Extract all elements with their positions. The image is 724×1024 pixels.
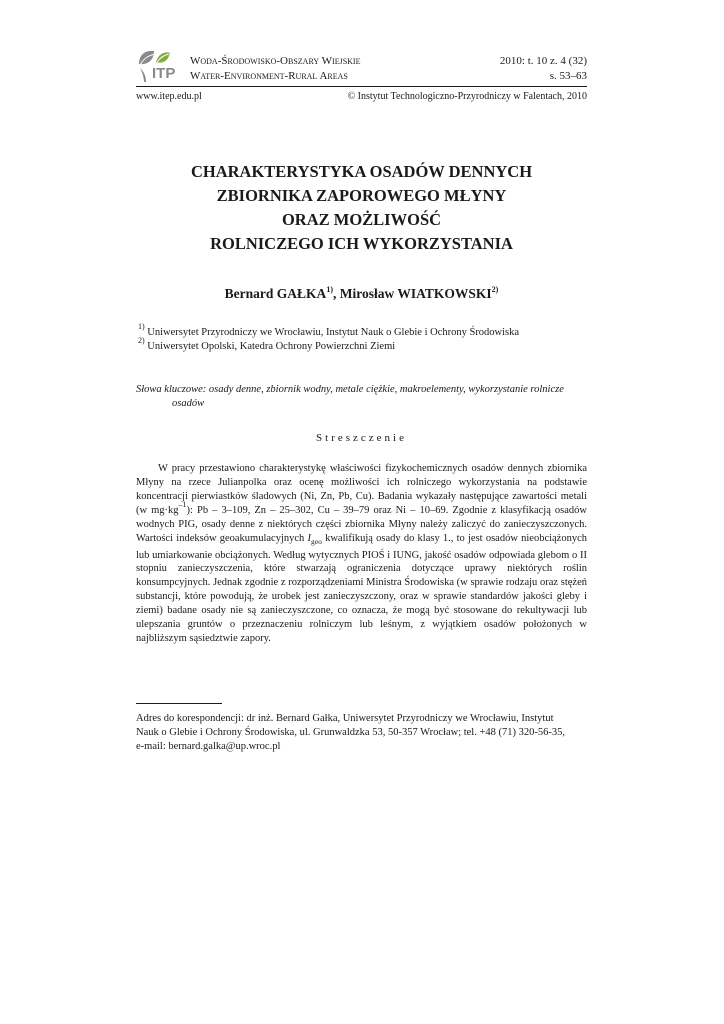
abstract-text: ): Pb – 3–109, Zn – 25–302, Cu – 39–79 oraz Ni – 10–69. Zgodnie z klasyfikacją osadów wodnych PIG, osady denne z niektórych części zbiornika Młyny należy zaliczyć do zanieczyszczonych. Wartości indeksów geoakumulacyjnych [136, 504, 587, 544]
affiliation-mark: 2) [138, 336, 145, 345]
unit-exponent: –1 [178, 499, 187, 509]
footnote-line: Adres do korespondencji: dr inż. Bernard Gałka, Uniwersytet Przyrodniczy we Wrocławiu, Instytut [136, 713, 554, 724]
page-range: s. 53–63 [549, 70, 587, 82]
abstract-body [136, 462, 587, 646]
affiliation [138, 336, 396, 354]
index-symbol: I [307, 532, 312, 544]
affiliation-text: Uniwersytet Opolski, Katedra Ochrony Powierzchni Ziemi [147, 341, 396, 352]
journal-name-pl: Woda-Środowisko-Obszary Wiejskie [190, 55, 361, 67]
itp-logo [136, 48, 182, 84]
paper-title [136, 160, 587, 256]
footnote-rule [136, 703, 222, 704]
author-list: Bernard GAŁKA$^{1)}$, Mirosław WIATKOWSKI$^{2)}$ [224, 285, 499, 301]
keywords [136, 383, 587, 411]
title-line: CHARAKTERYSTYKA OSADÓW DENNYCH [190, 162, 533, 181]
author-affiliation-mark: 2) [491, 285, 499, 294]
journal-name-en: Water-Environment-Rural Areas [190, 70, 348, 82]
footnote-line: e-mail: bernard.galka@up.wroc.pl [136, 741, 281, 752]
keywords-line: Słowa kluczowe: osady denne, zbiornik wodny, metale ciężkie, makroelementy, wykorzystanie rolnicze [136, 384, 564, 395]
affiliation [138, 322, 520, 340]
header-rule [136, 86, 587, 87]
footnote-line: Nauk o Glebie i Ochrony Środowiska, ul. Grunwaldzka 53, 50-357 Wrocław; tel. +48 (71) 320-56-35, [136, 727, 566, 738]
title-line: ROLNICZEGO ICH WYKORZYSTANIA [210, 234, 513, 253]
author-affiliation-mark: 1) [326, 285, 333, 294]
copyright-notice: © Instytut Technologiczno-Przyrodniczy w Falentach, 2010 [347, 91, 587, 102]
correspondence-footnote [136, 712, 587, 754]
author-name: Bernard GAŁKA [224, 286, 327, 301]
publisher-url: www.itep.edu.pl [136, 91, 202, 102]
author-name: Mirosław WIATKOWSKI [339, 286, 492, 301]
abstract-text: W pracy przestawiono charakterystykę właściwości fizykochemicznych osadów dennych zbiornika Młyny na rzece Julianpolka oraz ocenę możliwości ich rolniczego wykorzystania na podstawie koncentracji pierwiastków śladowych (Ni, Zn, Pb, Cu). Badania wykazały następujące zawartości metali (w mg·kg [136, 463, 587, 516]
title-line: ZBIORNIKA ZAPOROWEGO MŁYNY [216, 186, 507, 205]
keywords-line: osadów [172, 398, 205, 409]
abstract-paragraph [136, 462, 587, 646]
affiliation-text: Uniwersytet Przyrodniczy we Wrocławiu, Instytut Nauk o Glebie i Ochrony Środowiska [147, 327, 520, 338]
logo-text: ITP [152, 65, 176, 82]
abstract-text: kwalifikują osady do klasy 1., to jest osadów nieobciążonych lub umiarkowanie obciążonych. Według wytycznych PIOŚ i IUNG, jakość osadów odpowiada glebom o II stopniu zanieczyszczenia, które stwarzają ograniczenia dotyczące uprawy niektórych roślin konsumpcyjnych. Jednak zgodnie z rozporządzeniami Ministra Środowiska (w sprawie rodzaju oraz stężeń substancji, które powodują, że urobek jest zanieczyszczony, oraz w sprawie standardów jakości gleby i ziemi) badane osady nie są zanieczyszczone, co oznacza, że mogą być stosowane do rekultywacji lub ulepszania gruntów o przeznaczeniu rolniczym lub leśnym, z wyjątkiem osadów położonych w najbliższym sąsiedztwie zapory. [136, 532, 587, 644]
affiliation-mark: 1) [138, 322, 145, 331]
issue-info: 2010: t. 10 z. 4 (32) [499, 55, 587, 67]
abstract-heading: Streszczenie [316, 432, 407, 444]
title-line: ORAZ MOŻLIWOŚĆ [281, 210, 442, 229]
index-subscript: geo [311, 536, 322, 546]
